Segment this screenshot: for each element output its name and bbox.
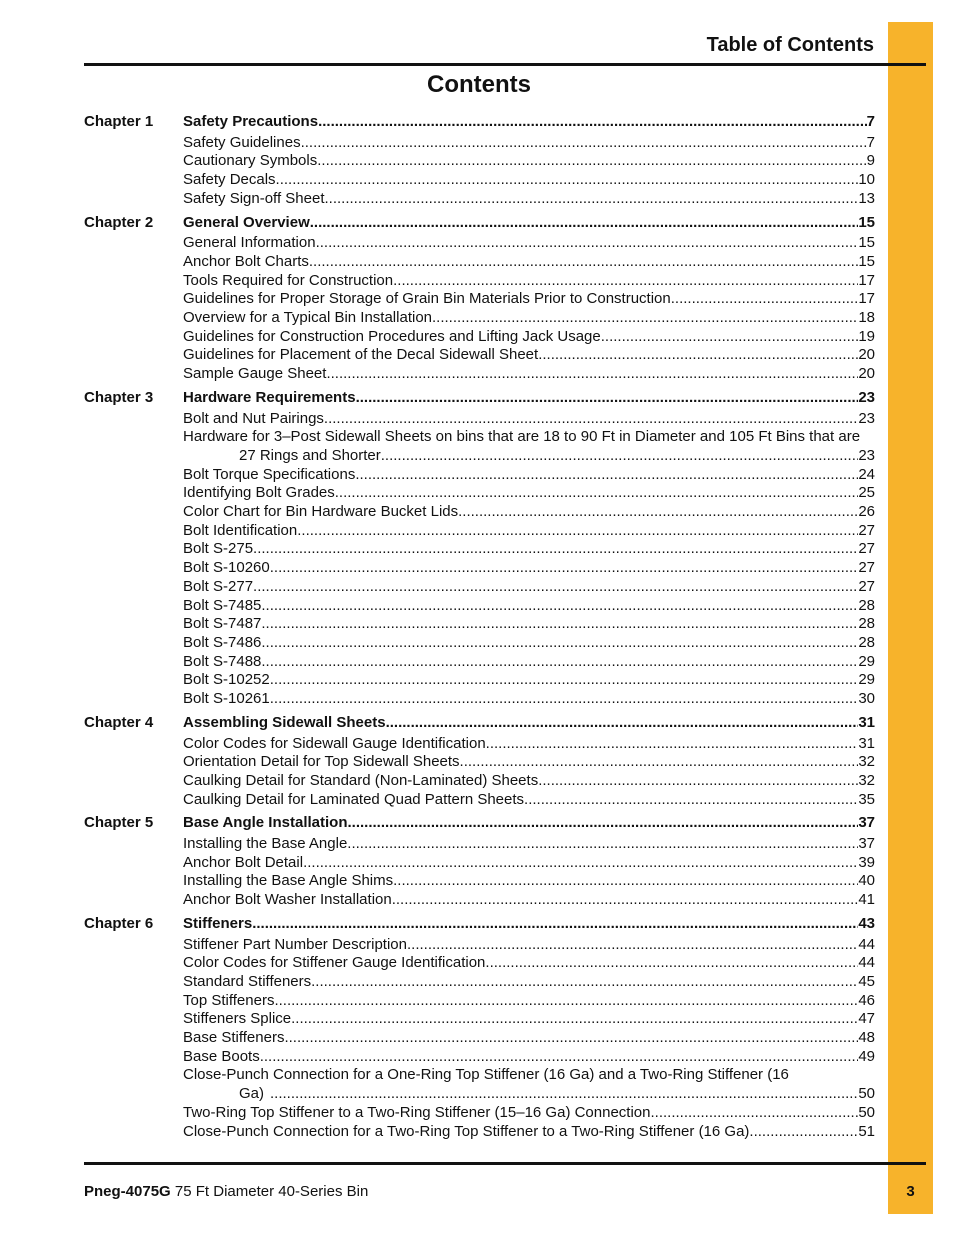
toc-entry-text <box>183 466 875 485</box>
entry-page: 51 <box>858 1122 875 1140</box>
dot-leader <box>407 936 858 955</box>
entry-title: Cautionary Symbols <box>183 152 318 170</box>
chapter-block <box>84 714 875 810</box>
entry-title: Stiffeners Splice <box>183 1010 292 1028</box>
dot-leader <box>274 992 858 1011</box>
dot-leader <box>252 915 858 934</box>
entry-title: Bolt S-10252 <box>183 671 270 689</box>
entry-page: 32 <box>858 771 875 789</box>
chapter-block <box>84 915 875 1141</box>
toc-entry-text <box>183 690 875 709</box>
toc-entry-text <box>183 559 875 578</box>
dot-leader <box>261 615 858 634</box>
entry-continuation-line <box>183 447 875 466</box>
toc-entry[interactable] <box>84 290 875 309</box>
toc-entry[interactable] <box>84 559 875 578</box>
toc-entry-text <box>183 484 875 503</box>
toc-entry-text <box>183 1029 875 1048</box>
dot-leader <box>260 1048 859 1067</box>
entry-page: 28 <box>858 615 875 633</box>
entry-page: 26 <box>858 503 875 521</box>
entry-title: Base Boots <box>183 1047 260 1065</box>
toc-entry[interactable] <box>84 171 875 190</box>
toc-entry[interactable] <box>84 735 875 754</box>
entry-title: Bolt S-7486 <box>183 633 262 651</box>
entry-page: 9 <box>866 152 875 170</box>
dot-leader <box>486 735 859 754</box>
toc-entry-text <box>183 134 875 153</box>
entry-title-cont: 27 Rings and Shorter <box>239 446 381 464</box>
entry-page: 40 <box>858 872 875 890</box>
header-rule <box>84 63 926 66</box>
entry-page: 44 <box>858 954 875 972</box>
entry-page: 23 <box>858 409 875 427</box>
dot-leader <box>301 134 867 153</box>
toc-entry[interactable] <box>84 190 875 209</box>
dot-leader <box>524 791 858 810</box>
entry-title: Safety Guidelines <box>183 133 301 151</box>
dot-leader <box>458 503 858 522</box>
entry-title: Guidelines for Placement of the Decal Sidewall Sheet <box>183 346 539 364</box>
toc-entry-text <box>183 522 875 541</box>
toc-entry[interactable] <box>84 597 875 616</box>
entry-title: Anchor Bolt Detail <box>183 853 304 871</box>
chapter-title: Safety Precautions <box>183 113 319 130</box>
chapter-title: Base Angle Installation <box>183 814 348 832</box>
dot-leader <box>355 466 858 485</box>
footer <box>84 1183 368 1200</box>
toc-entry[interactable] <box>84 578 875 597</box>
entry-page: 23 <box>858 446 875 464</box>
entry-title: Safety Sign-off Sheet <box>183 189 325 207</box>
dot-leader <box>276 171 859 190</box>
entry-continuation-line <box>183 1085 875 1104</box>
toc-entry[interactable] <box>84 234 875 253</box>
chapter-label: Chapter 3 <box>84 388 154 406</box>
chapter-title-line <box>183 714 875 733</box>
entry-title: Safety Decals <box>183 171 276 189</box>
entry-page: 50 <box>858 1103 875 1121</box>
toc-entry-text <box>183 992 875 1011</box>
entry-page: 7 <box>866 133 875 151</box>
toc-entry-text <box>183 190 875 209</box>
chapter-page: 37 <box>858 814 875 832</box>
toc-entry-text <box>183 1010 875 1029</box>
chapter-heading[interactable] <box>84 814 875 833</box>
dot-leader <box>356 389 859 408</box>
entry-page: 19 <box>858 327 875 345</box>
entry-page: 39 <box>858 853 875 871</box>
footer-rule <box>84 1162 926 1165</box>
chapter-title-line <box>183 389 875 408</box>
toc-entry[interactable] <box>84 891 875 910</box>
toc-entry-text <box>183 791 875 810</box>
toc-entry[interactable] <box>84 1029 875 1048</box>
entry-title: Color Codes for Sidewall Gauge Identification <box>183 734 486 752</box>
entry-page: 20 <box>858 346 875 364</box>
dot-leader <box>318 113 867 132</box>
toc-entry-text <box>183 1048 875 1067</box>
entry-page: 24 <box>858 465 875 483</box>
chapter-page: 23 <box>858 388 875 406</box>
dot-leader <box>347 835 858 854</box>
toc-entry[interactable] <box>84 936 875 955</box>
toc-entry[interactable] <box>84 954 875 973</box>
toc-entry[interactable] <box>84 791 875 810</box>
toc-entry-text <box>183 234 875 253</box>
toc-entry-text <box>183 410 875 429</box>
toc-entry-text <box>183 578 875 597</box>
entry-title: Anchor Bolt Washer Installation <box>183 891 392 909</box>
dot-leader <box>381 447 859 466</box>
entry-title: Installing the Base Angle <box>183 835 348 853</box>
dot-leader <box>309 253 858 272</box>
entry-page: 10 <box>858 171 875 189</box>
toc-entry[interactable] <box>84 253 875 272</box>
toc-entry-text <box>183 428 875 465</box>
chapter-page: 43 <box>858 914 875 932</box>
toc-entry-text <box>183 503 875 522</box>
dot-leader <box>485 954 858 973</box>
entry-page: 35 <box>858 790 875 808</box>
toc-entry[interactable] <box>84 466 875 485</box>
toc-entry[interactable] <box>84 854 875 873</box>
entry-page: 50 <box>858 1085 875 1103</box>
toc-entry-text <box>183 328 875 347</box>
entry-page: 46 <box>858 991 875 1009</box>
toc-entry[interactable] <box>84 615 875 634</box>
entry-page: 27 <box>858 577 875 595</box>
dot-leader <box>460 753 859 772</box>
toc-entry[interactable] <box>84 1048 875 1067</box>
toc-entry[interactable] <box>84 973 875 992</box>
entry-page: 41 <box>858 891 875 909</box>
toc-entry-text <box>183 872 875 891</box>
header-title: Table of Contents <box>706 34 874 56</box>
dot-leader <box>335 484 859 503</box>
dot-leader <box>347 814 858 833</box>
page-title: Contents <box>427 71 531 98</box>
chapter-label: Chapter 1 <box>84 113 154 130</box>
entry-page: 37 <box>858 835 875 853</box>
entry-title: Bolt and Nut Pairings <box>183 409 324 427</box>
dot-leader <box>291 1010 858 1029</box>
chapter-title: Assembling Sidewall Sheets <box>183 713 386 731</box>
dot-leader <box>538 346 858 365</box>
toc-entry-text <box>183 835 875 854</box>
dot-leader <box>538 772 858 791</box>
dot-leader <box>270 690 859 709</box>
toc-entry[interactable] <box>84 753 875 772</box>
page-number: 3 <box>906 1183 915 1200</box>
chapter-title-line <box>183 814 875 833</box>
chapter-heading[interactable] <box>84 915 875 934</box>
entry-title: Color Chart for Bin Hardware Bucket Lids <box>183 503 459 521</box>
toc-entry[interactable] <box>84 1123 875 1142</box>
entry-title: Close-Punch Connection for a One-Ring Top Stiffener (16 Ga) and a Two-Ring Stiffener (16 <box>183 1066 789 1084</box>
entry-title: Identifying Bolt Grades <box>183 484 335 502</box>
entry-title: Bolt S-277 <box>183 577 254 595</box>
entry-title: Bolt S-7485 <box>183 596 262 614</box>
dot-leader <box>324 410 858 429</box>
entry-title: Bolt S-10261 <box>183 690 270 708</box>
dot-leader <box>392 891 859 910</box>
toc-entry-text <box>183 253 875 272</box>
dot-leader <box>297 522 858 541</box>
entry-title: General Information <box>183 234 316 252</box>
entry-title-cont: Ga) <box>239 1085 265 1103</box>
dot-leader <box>311 973 858 992</box>
chapter-label: Chapter 6 <box>84 914 154 932</box>
footer-doc-title: 75 Ft Diameter 40-Series Bin <box>174 1183 369 1200</box>
chapter-block <box>84 113 875 209</box>
toc-entry[interactable] <box>84 484 875 503</box>
toc-entry[interactable] <box>84 992 875 1011</box>
dot-leader <box>270 1085 858 1104</box>
dot-leader <box>317 152 866 171</box>
entry-page: 49 <box>858 1047 875 1065</box>
chapter-title-line <box>183 915 875 934</box>
chapter-page: 15 <box>858 213 875 231</box>
entry-page: 48 <box>858 1029 875 1047</box>
entry-page: 25 <box>858 484 875 502</box>
dot-leader <box>316 234 859 253</box>
toc-entry-text <box>183 615 875 634</box>
toc-entry-text <box>183 309 875 328</box>
chapter-heading[interactable] <box>84 389 875 408</box>
entry-page: 27 <box>858 559 875 577</box>
toc-entry[interactable] <box>84 134 875 153</box>
entry-title: Installing the Base Angle Shims <box>183 872 394 890</box>
toc-entry[interactable] <box>84 328 875 347</box>
toc-entry-text <box>183 973 875 992</box>
entry-title: Top Stiffeners <box>183 991 275 1009</box>
dot-leader <box>671 290 859 309</box>
entry-page: 20 <box>858 365 875 383</box>
toc-entry-text <box>183 152 875 171</box>
toc-entry[interactable] <box>84 835 875 854</box>
dot-leader <box>284 1029 858 1048</box>
toc-entry[interactable] <box>84 152 875 171</box>
entry-page: 27 <box>858 540 875 558</box>
dot-leader <box>432 309 858 328</box>
entry-title: Tools Required for Construction <box>183 271 394 289</box>
dot-leader <box>601 328 859 347</box>
dot-leader <box>261 634 858 653</box>
chapter-heading[interactable] <box>84 214 875 233</box>
toc-entry-text <box>183 1104 875 1123</box>
dot-leader <box>270 671 859 690</box>
chapter-title: Hardware Requirements <box>183 388 356 406</box>
toc-entry-text <box>183 634 875 653</box>
toc-entry[interactable] <box>84 872 875 891</box>
entry-page: 28 <box>858 633 875 651</box>
toc-entry-text <box>183 735 875 754</box>
entry-title: Standard Stiffeners <box>183 972 312 990</box>
toc-entry-text <box>183 772 875 791</box>
side-tab-bar <box>888 22 933 1214</box>
toc-entry-text <box>183 1123 875 1142</box>
entry-title: Color Codes for Stiffener Gauge Identification <box>183 954 486 972</box>
dot-leader <box>253 540 858 559</box>
chapter-label: Chapter 5 <box>84 814 154 832</box>
footer-doc-id: Pneg-4075G <box>84 1183 171 1200</box>
toc-entry-text <box>183 1066 875 1103</box>
toc-entry[interactable] <box>84 540 875 559</box>
entry-page: 27 <box>858 521 875 539</box>
chapter-title: Stiffeners <box>183 914 253 932</box>
entry-page: 13 <box>858 189 875 207</box>
toc-entry[interactable] <box>84 522 875 541</box>
entry-title: Anchor Bolt Charts <box>183 252 309 270</box>
chapter-block <box>84 814 875 910</box>
toc-entry[interactable] <box>84 346 875 365</box>
entry-title: Sample Gauge Sheet <box>183 365 327 383</box>
toc-entry[interactable] <box>84 272 875 291</box>
dot-leader <box>749 1123 858 1142</box>
dot-leader <box>303 854 858 873</box>
entry-page: 15 <box>858 252 875 270</box>
toc-entry-text <box>183 671 875 690</box>
entry-page: 44 <box>858 935 875 953</box>
chapter-title-line <box>183 113 875 132</box>
dot-leader <box>261 597 858 616</box>
entry-title: Caulking Detail for Standard (Non-Laminated) Sheets <box>183 771 539 789</box>
toc-entry-text <box>183 365 875 384</box>
toc-entry[interactable] <box>84 309 875 328</box>
entry-title: Bolt S-275 <box>183 540 254 558</box>
chapter-heading[interactable] <box>84 113 875 132</box>
dot-leader <box>326 365 858 384</box>
toc-entry[interactable] <box>84 671 875 690</box>
entry-page: 47 <box>858 1010 875 1028</box>
toc-entry-text <box>183 936 875 955</box>
chapter-title: General Overview <box>183 213 310 231</box>
entry-title: Overview for a Typical Bin Installation <box>183 309 433 327</box>
toc-entry[interactable] <box>84 503 875 522</box>
entry-title: Bolt S-7487 <box>183 615 262 633</box>
entry-title: Bolt Identification <box>183 521 298 539</box>
entry-title: Orientation Detail for Top Sidewall Sheets <box>183 753 460 771</box>
entry-title: Bolt S-10260 <box>183 559 270 577</box>
toc-entry[interactable] <box>84 634 875 653</box>
entry-title: Bolt S-7488 <box>183 652 262 670</box>
dot-leader <box>324 190 858 209</box>
toc-entry[interactable] <box>84 428 875 465</box>
entry-page: 32 <box>858 753 875 771</box>
dot-leader <box>253 578 858 597</box>
entry-page: 28 <box>858 596 875 614</box>
entry-page: 29 <box>858 652 875 670</box>
toc-entry[interactable] <box>84 653 875 672</box>
entry-page: 17 <box>858 271 875 289</box>
toc-entry[interactable] <box>84 772 875 791</box>
toc-entry[interactable] <box>84 1010 875 1029</box>
toc-entry-text <box>183 346 875 365</box>
entry-page: 45 <box>858 972 875 990</box>
chapter-label: Chapter 2 <box>84 213 154 231</box>
chapter-page: 31 <box>858 713 875 731</box>
entry-page: 30 <box>858 690 875 708</box>
dot-leader <box>261 653 858 672</box>
toc-entry-text <box>183 290 875 309</box>
toc-entry-text <box>183 272 875 291</box>
entry-title: Close-Punch Connection for a Two-Ring Top Stiffener to a Two-Ring Stiffener (16 Ga) <box>183 1122 750 1140</box>
chapter-block <box>84 389 875 709</box>
entry-page: 15 <box>858 234 875 252</box>
toc-entry[interactable] <box>84 690 875 709</box>
table-of-contents <box>84 113 875 1146</box>
dot-leader <box>386 714 859 733</box>
entry-title: Bolt Torque Specifications <box>183 465 356 483</box>
entry-title: Hardware for 3–Post Sidewall Sheets on bins that are 18 to 90 Ft in Diameter and 105 Ft Bins that are <box>183 428 861 446</box>
toc-entry-text <box>183 891 875 910</box>
toc-entry-text <box>183 597 875 616</box>
dot-leader <box>651 1104 859 1123</box>
entry-title: Base Stiffeners <box>183 1029 285 1047</box>
dot-leader <box>393 272 858 291</box>
entry-title: Guidelines for Construction Procedures and Lifting Jack Usage <box>183 327 601 345</box>
entry-title: Guidelines for Proper Storage of Grain Bin Materials Prior to Construction <box>183 290 671 308</box>
chapter-block <box>84 214 875 384</box>
entry-title: Two-Ring Top Stiffener to a Two-Ring Stiffener (15–16 Ga) Connection <box>183 1103 651 1121</box>
toc-entry-text <box>183 653 875 672</box>
toc-entry[interactable] <box>84 1104 875 1123</box>
chapter-page: 7 <box>866 113 875 130</box>
entry-page: 29 <box>858 671 875 689</box>
toc-entry-text <box>183 854 875 873</box>
dot-leader <box>393 872 858 891</box>
entry-title: Stiffener Part Number Description <box>183 935 407 953</box>
chapter-title-line <box>183 214 875 233</box>
toc-entry[interactable] <box>84 1066 875 1103</box>
entry-page: 18 <box>858 309 875 327</box>
dot-leader <box>310 214 859 233</box>
toc-entry-text <box>183 171 875 190</box>
entry-title: Caulking Detail for Laminated Quad Pattern Sheets <box>183 790 525 808</box>
chapter-heading[interactable] <box>84 714 875 733</box>
toc-entry-text <box>183 954 875 973</box>
toc-entry[interactable] <box>84 365 875 384</box>
entry-page: 17 <box>858 290 875 308</box>
toc-entry[interactable] <box>84 410 875 429</box>
toc-entry-text <box>183 540 875 559</box>
dot-leader <box>270 559 859 578</box>
entry-page: 31 <box>858 734 875 752</box>
chapter-label: Chapter 4 <box>84 713 154 731</box>
toc-entry-text <box>183 753 875 772</box>
